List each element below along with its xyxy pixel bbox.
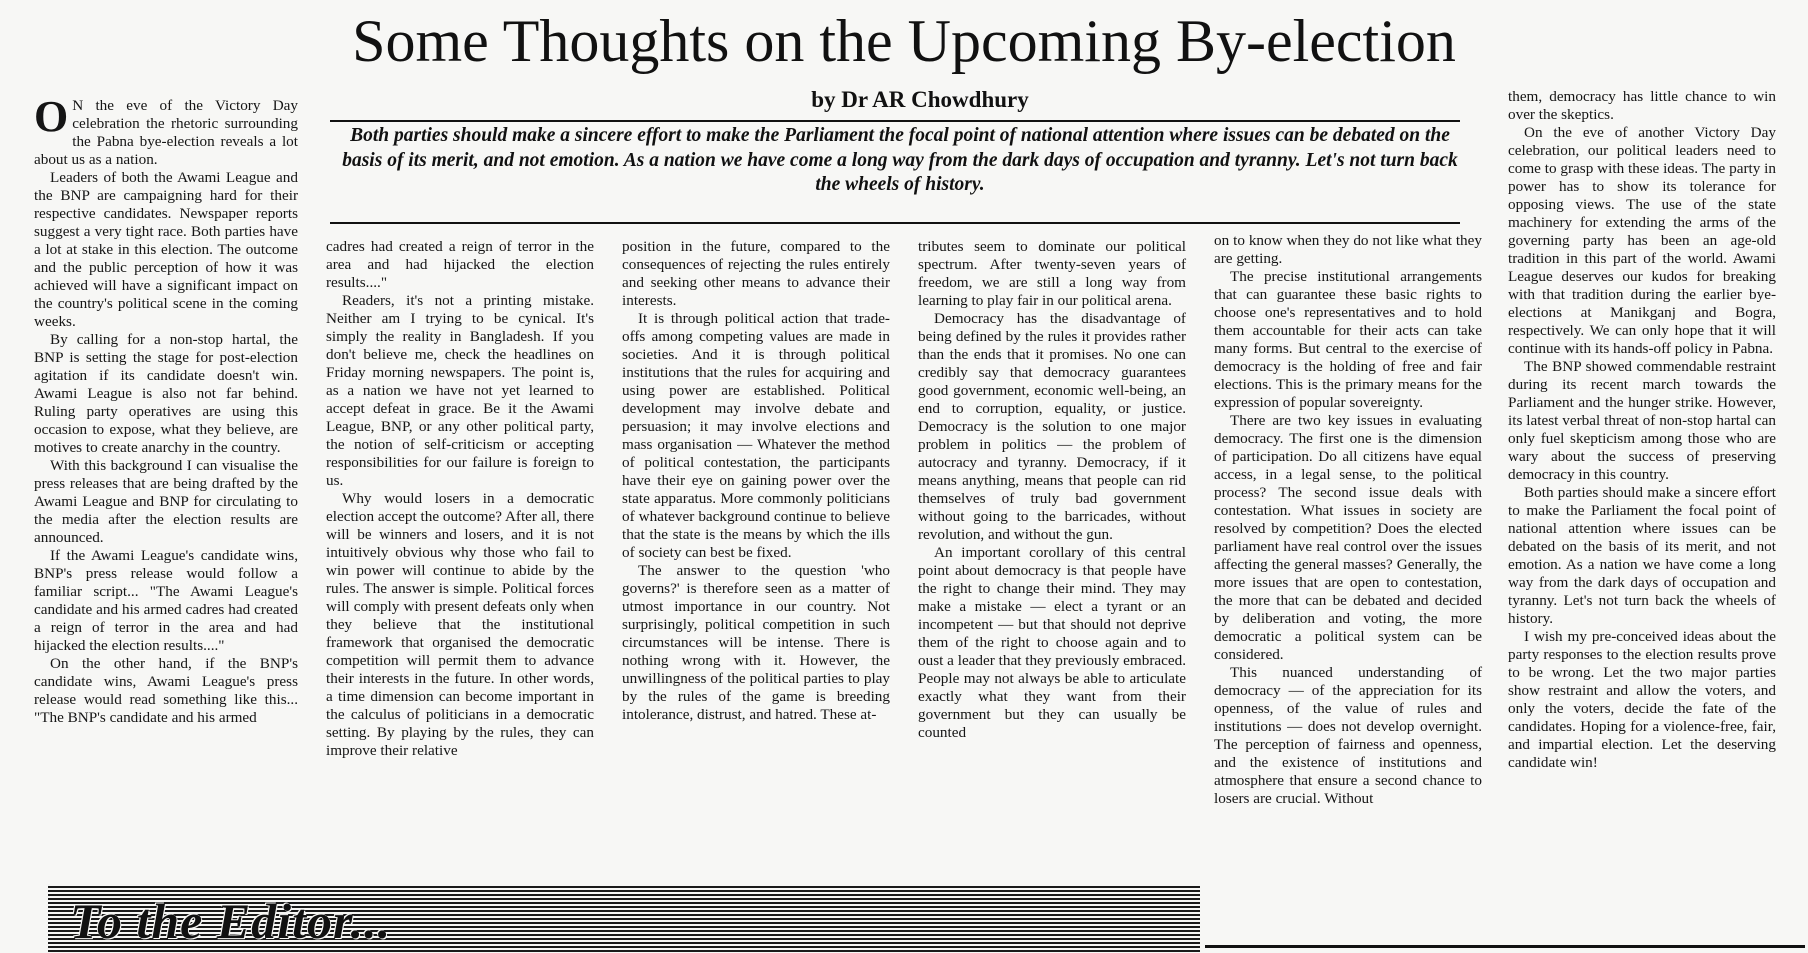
article-column-1 (34, 92, 298, 882)
article-column-4 (918, 238, 1186, 883)
article-column-2 (326, 238, 594, 883)
column-3-paragraph: It is through political action that trade-offs among competing values are made in societies. And it is through political institutions that the rules for acquiring and using power are established. Political development may involve debate and persuasion; it may involve elections and mass organisation — Whatever the method of political contestation, the participants have their eye on gaining power over the state apparatus. More commonly politicians of whatever background continue to believe that the state is the means by which the ills of society can best be fixed. (622, 310, 890, 561)
drop-cap: O (34, 92, 69, 141)
article-column-5 (1214, 232, 1482, 942)
column-4-paragraph: Democracy has the disadvantage of being defined by the rules it provides rather than the ends that it promises. No one can credibly say that democracy guarantees good government, economic well-being, an end to corruption, equality, or justice. Democracy is the solution to one major problem in politics — the problem of autocracy and tyranny. Democracy, if it means anything, means that people can rid themselves of truly bad government without going to the barricades, without revolution, and without the gun. (918, 310, 1186, 543)
column-3-paragraph: The answer to the question 'who governs?' is therefore seen as a matter of utmost importance in our country. Not surprisingly, political competition in such circumstances will be intense. There is nothing wrong with it. However, the unwillingness of the political parties to play by the rules of the game is breeding intolerance, distrust, and hatred. These at- (622, 562, 890, 723)
column-1-paragraph: O N the eve of the Victory Day celebration the rhetoric surrounding the Pabna bye-election reveals a lot about us as a nation. (34, 92, 298, 168)
column-6-paragraph: On the eve of another Victory Day celebration, our political leaders need to come to grasp with these ideas. The party in power has to show its tolerance for opposing views. The use of the state machinery for extending the arms of the governing party has been an age-old tradition in this part of the world. Awami League deserves our kudos for breaking with that tradition during the earlier bye-elections at Manikganj and Bogra, respectively. We can only hope that it will continue with its hands-off policy in Pabna. (1508, 124, 1776, 357)
column-1-paragraph: If the Awami League's candidate wins, BNP's press release would follow a familiar script... "The Awami League's candidate and his armed cadres had created a reign of terror in the area and had hijacked the election results...." (34, 547, 298, 654)
article-byline: by Dr AR Chowdhury (811, 87, 1029, 112)
article-column-6 (1508, 88, 1776, 940)
bottom-right-rule (1205, 945, 1805, 948)
column-5-paragraph: This nuanced understanding of democracy — of the appreciation for its openness, of the value of rules and institutions — does not develop overnight. The perception of fairness and openness, and the existence of institutions and atmosphere that ensure a second chance to losers are crucial. Without (1214, 664, 1482, 807)
column-5-paragraph: There are two key issues in evaluating democracy. The first one is the dimension of participation. Do all citizens have equal access, in a legal sense, to the political process? The second issue deals with contestation. What issues in society are resolved by competition? Does the elected parliament have real control over the issues affecting the general masses? Generally, the more issues that are open to contestation, the more that can be debated and decided by deliberation and voting, the more democratic a political system can be considered. (1214, 412, 1482, 663)
column-2-paragraph: Readers, it's not a printing mistake. Neither am I trying to be cynical. It's simply the reality in Bangladesh. If you don't believe me, check the headlines on Friday morning newspapers. The point is, as a nation we have not yet learned to accept defeat in grace. Be it the Awami League, BNP, or any other political party, the notion of self-criticism or accepting responsibilities for our failure is foreign to us. (326, 292, 594, 489)
column-1-paragraph: With this background I can visualise the press releases that are being drafted by the Awami League and BNP for circulating to the media after the election results are announced. (34, 457, 298, 546)
column-5-paragraph: The precise institutional arrangements that can guarantee these basic rights to choose one's representatives and to hold them accountable for their acts can take many forms. But central to the exercise of democracy is the holding of free and fair elections. This is the primary means for the expression of popular sovereignty. (1214, 268, 1482, 411)
column-1-paragraph: On the other hand, if the BNP's candidate wins, Awami League's press release would read something like this... "The BNP's candidate and his armed (34, 655, 298, 726)
column-4-paragraph: tributes seem to dominate our political spectrum. After twenty-seven years of freedom, we are still a long way from learning to play fair in our political arena. (918, 238, 1186, 309)
article-headline: Some Thoughts on the Upcoming By-election (352, 8, 1456, 74)
column-4-paragraph: An important corollary of this central point about democracy is that people have the right to change their mind. They may make a mistake — elect a tyrant or an incompetent — but that should not deprive them of the right to choose again and to oust a leader that they previously embraced. People may not always be able to articulate exactly what they want from their government but they can usually be counted (918, 544, 1186, 741)
deck-top-rule (330, 120, 1460, 122)
column-6-paragraph: them, democracy has little chance to win over the skeptics. (1508, 88, 1776, 123)
article-deck: Both parties should make a sincere effort to make the Parliament the focal point of national attention where issues can be debated on the basis of its merit, and not emotion. As a nation we have come a long way from the dark days of occupation and tyranny. Let's not turn back the wheels of history. (342, 125, 1458, 195)
column-1-paragraph: Leaders of both the Awami League and the BNP are campaigning hard for their respective candidates. Newspaper reports suggest a very tight race. Both parties have a lot at stake in this election. The outcome and the public perception of how it was achieved will have a significant impact on the country's political scene in the coming weeks. (34, 169, 298, 330)
column-2-paragraph: Why would losers in a democratic election accept the outcome? After all, there will be winners and losers, and it is not intuitively obvious why those who fail to win power will continue to abide by the rules. The answer is simple. Political forces will comply with present defeats only when they believe that the institutional framework that organised the democratic competition will permit them to advance their interests in the future. In other words, a time dimension can become important in the calculus of politicians in a democratic setting. By playing by the rules, they can improve their relative (326, 490, 594, 759)
column-6-paragraph: The BNP showed commendable restraint during its recent march towards the Parliament and the hunger strike. However, its latest verbal threat of non-stop hartal can only fuel skepticism among those who are wary about the success of preserving democracy in this country. (1508, 358, 1776, 483)
to-the-editor-heading: To the Editor... (70, 893, 392, 949)
column-3-paragraph: position in the future, compared to the consequences of rejecting the rules entirely and seeking other means to advance their interests. (622, 238, 890, 309)
column-2-paragraph: cadres had created a reign of terror in the area and had hijacked the election results...." (326, 238, 594, 291)
column-1-paragraph: By calling for a non-stop hartal, the BNP is setting the stage for post-election agitation if its candidate doesn't win. Awami League is also not far behind. Ruling party operatives are using this occasion to expose, what they believe, are motives to create anarchy in the country. (34, 331, 298, 456)
column-5-paragraph: on to know when they do not like what they are getting. (1214, 232, 1482, 267)
column-6-paragraph: Both parties should make a sincere effort to make the Parliament the focal point of national attention where issues can be debated on the basis of its merit, and not emotion. As a nation we have come a long way from the dark days of occupation and tyranny. Let's not turn back the wheels of history. (1508, 484, 1776, 627)
article-column-3 (622, 238, 890, 883)
deck-bottom-rule (330, 222, 1460, 224)
column-6-paragraph: I wish my pre-conceived ideas about the party responses to the election results prove to be wrong. Let the two major parties show restraint and allow the voters, and only the voters, decide the fate of the candidates. Hoping for a violence-free, fair, and impartial election. Let the deserving candidate win! (1508, 628, 1776, 771)
